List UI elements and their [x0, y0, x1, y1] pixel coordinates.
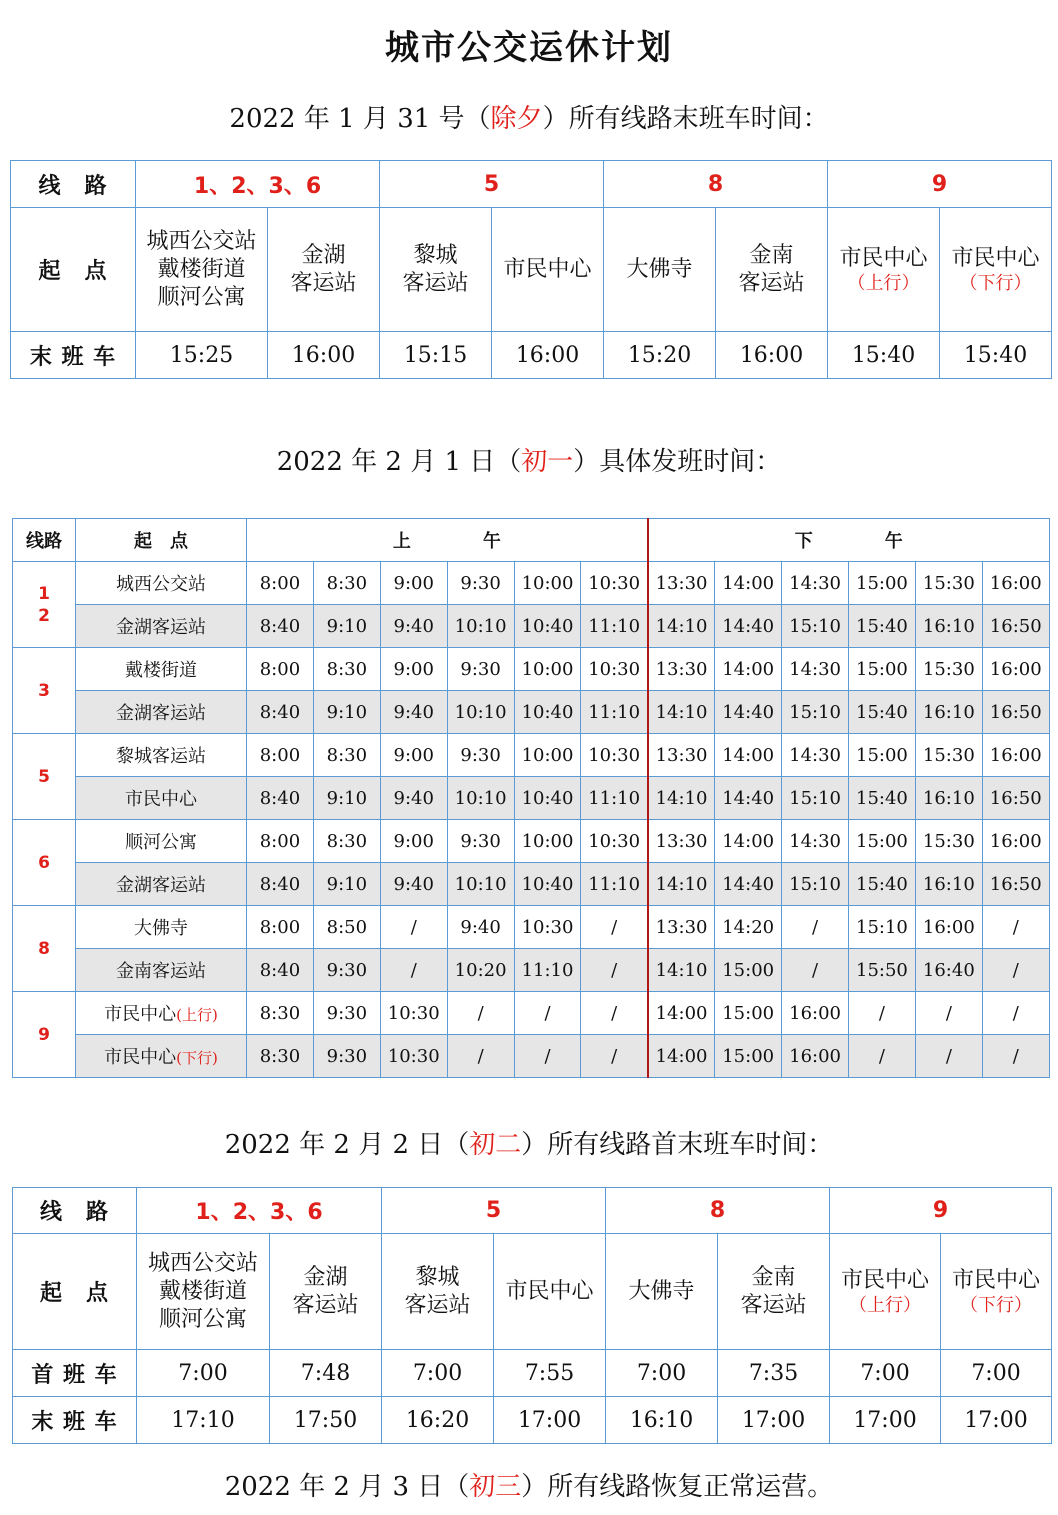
departure-time: 16:10: [915, 691, 982, 734]
departure-time: /: [447, 992, 514, 1035]
departure-time: /: [581, 949, 648, 992]
stop-name: 市民中心(下行): [76, 1035, 247, 1078]
time-cell: 16:00: [268, 332, 380, 379]
departure-time: 8:00: [247, 562, 314, 605]
departure-time: 15:40: [849, 605, 916, 648]
departure-time: /: [982, 992, 1049, 1035]
time-cell: 17:00: [718, 1397, 830, 1444]
departure-time: 14:30: [782, 562, 849, 605]
last-bus-row: [11, 332, 1052, 379]
departure-time: 9:30: [313, 992, 380, 1035]
departure-time: 15:40: [849, 691, 916, 734]
section-heading-day1: 2022 年 2 月 1 日（初一）具体发班时间：: [276, 447, 782, 477]
route-number: 8: [13, 906, 76, 992]
departure-time: 16:50: [982, 863, 1049, 906]
stop-name: 金南客运站: [76, 949, 247, 992]
departure-time: 9:00: [380, 648, 447, 691]
stop-name: 金湖 客运站: [270, 1234, 382, 1350]
departure-time: 8:40: [247, 691, 314, 734]
departure-time: 9:30: [313, 949, 380, 992]
departure-time: 9:40: [380, 777, 447, 820]
departure-time: 15:10: [782, 605, 849, 648]
departure-time: 14:00: [715, 734, 782, 777]
direction-tag: (下行): [176, 1049, 218, 1067]
departure-time: 9:10: [313, 691, 380, 734]
departure-time: 11:10: [581, 863, 648, 906]
schedule-row: [13, 734, 1050, 777]
departure-time: 14:40: [715, 777, 782, 820]
time-cell: 15:40: [940, 332, 1052, 379]
time-cell: 7:00: [382, 1350, 494, 1397]
departure-time: 8:00: [247, 734, 314, 777]
departure-time: 15:00: [849, 648, 916, 691]
schedule-row: [13, 992, 1050, 1035]
departure-time: 13:30: [648, 906, 715, 949]
direction-tag: （上行）: [847, 272, 920, 294]
time-cell: 7:00: [941, 1350, 1052, 1397]
departure-time: 16:00: [915, 906, 982, 949]
stop-name: 大佛寺: [76, 906, 247, 949]
departure-time: /: [915, 992, 982, 1035]
line-group: 8: [604, 161, 828, 208]
stop-name: 城西公交站 戴楼街道 顺河公寓: [136, 208, 268, 332]
departure-time: 8:40: [247, 863, 314, 906]
schedule-row: [13, 777, 1050, 820]
departure-time: 8:30: [313, 648, 380, 691]
departure-time: 8:30: [247, 992, 314, 1035]
stop-name: 黎城 客运站: [382, 1234, 494, 1350]
departure-time: /: [380, 906, 447, 949]
departure-time: 9:10: [313, 605, 380, 648]
departure-time: 9:30: [313, 1035, 380, 1078]
departure-time: 15:30: [915, 820, 982, 863]
departure-time: 14:40: [715, 863, 782, 906]
departure-time: 14:00: [715, 648, 782, 691]
page-title: 城市公交运休计划: [385, 28, 673, 68]
header-morning: 上 午: [247, 519, 648, 562]
departure-time: 15:00: [849, 734, 916, 777]
departure-time: 8:00: [247, 906, 314, 949]
departure-time: 16:00: [982, 820, 1049, 863]
stop-name: 市民中心: [492, 208, 604, 332]
departure-time: 15:00: [715, 1035, 782, 1078]
header-line: 线 路: [11, 161, 136, 208]
departure-time: 8:00: [247, 820, 314, 863]
departure-time: 14:00: [715, 820, 782, 863]
stop-name: 市民中心 （上行）: [830, 1234, 941, 1350]
time-cell: 7:00: [606, 1350, 718, 1397]
last-bus-row: [13, 1397, 1052, 1444]
schedule-row: [13, 562, 1050, 605]
departure-time: 16:50: [982, 691, 1049, 734]
departure-time: 14:10: [648, 605, 715, 648]
stop-name: 市民中心: [76, 777, 247, 820]
departure-time: 16:00: [982, 648, 1049, 691]
departure-time: 15:50: [849, 949, 916, 992]
time-cell: 7:48: [270, 1350, 382, 1397]
stops-row: [11, 208, 1052, 332]
departure-schedule-day1: [12, 518, 1050, 1078]
schedule-row: [13, 949, 1050, 992]
departure-time: 8:30: [313, 820, 380, 863]
time-cell: 17:00: [830, 1397, 941, 1444]
departure-time: 8:50: [313, 906, 380, 949]
departure-time: 10:10: [447, 863, 514, 906]
departure-time: 16:10: [915, 605, 982, 648]
stop-name: 市民中心 （下行）: [940, 208, 1052, 332]
departure-time: 8:40: [247, 949, 314, 992]
departure-time: 14:00: [648, 992, 715, 1035]
header-stop: 起 点: [11, 208, 136, 332]
departure-time: 10:00: [514, 820, 581, 863]
departure-time: 14:40: [715, 605, 782, 648]
departure-time: /: [782, 949, 849, 992]
departure-time: 10:00: [514, 562, 581, 605]
departure-time: 13:30: [648, 734, 715, 777]
last-bus-table-nye: [10, 160, 1052, 379]
departure-time: 11:10: [514, 949, 581, 992]
departure-time: 8:40: [247, 777, 314, 820]
stop-name: 黎城客运站: [76, 734, 247, 777]
schedule-row: [13, 691, 1050, 734]
departure-time: 10:30: [514, 906, 581, 949]
header-line: 线 路: [13, 1188, 137, 1234]
time-cell: 7:00: [830, 1350, 941, 1397]
stop-name: 戴楼街道: [76, 648, 247, 691]
departure-time: 14:10: [648, 777, 715, 820]
departure-time: 9:30: [447, 820, 514, 863]
line-group: 8: [606, 1188, 830, 1234]
time-cell: 15:20: [604, 332, 716, 379]
stop-name: 市民中心: [494, 1234, 606, 1350]
schedule-row: [13, 863, 1050, 906]
departure-time: /: [514, 1035, 581, 1078]
direction-tag: （下行）: [959, 272, 1032, 294]
departure-time: 16:00: [982, 734, 1049, 777]
departure-time: /: [380, 949, 447, 992]
header-stop: 起 点: [13, 1234, 137, 1350]
departure-time: 9:00: [380, 562, 447, 605]
departure-time: 16:10: [915, 863, 982, 906]
first-bus-row: [13, 1350, 1052, 1397]
departure-time: 11:10: [581, 777, 648, 820]
departure-time: 14:30: [782, 820, 849, 863]
departure-time: 10:30: [581, 820, 648, 863]
departure-time: 10:40: [514, 605, 581, 648]
departure-time: 16:00: [782, 1035, 849, 1078]
schedule-row: [13, 648, 1050, 691]
departure-time: 10:40: [514, 691, 581, 734]
departure-time: /: [849, 992, 916, 1035]
line-group: 9: [828, 161, 1052, 208]
line-group: 1、2、3、6: [137, 1188, 382, 1234]
stop-name: 金湖客运站: [76, 691, 247, 734]
route-number: 5: [13, 734, 76, 820]
departure-time: 10:00: [514, 648, 581, 691]
departure-time: 14:10: [648, 949, 715, 992]
route-number: 3: [13, 648, 76, 734]
departure-time: 15:00: [849, 820, 916, 863]
departure-time: 10:30: [380, 1035, 447, 1078]
departure-time: 15:00: [849, 562, 916, 605]
departure-time: 14:20: [715, 906, 782, 949]
stop-name: 金湖客运站: [76, 605, 247, 648]
departure-time: 9:40: [447, 906, 514, 949]
departure-time: 10:10: [447, 777, 514, 820]
direction-tag: (上行): [176, 1006, 218, 1024]
time-cell: 16:20: [382, 1397, 494, 1444]
departure-time: 14:30: [782, 734, 849, 777]
departure-time: /: [514, 992, 581, 1035]
time-cell: 7:00: [137, 1350, 270, 1397]
line-group: 5: [380, 161, 604, 208]
departure-time: 9:00: [380, 820, 447, 863]
departure-time: 11:10: [581, 605, 648, 648]
departure-time: 8:30: [313, 734, 380, 777]
time-cell: 7:35: [718, 1350, 830, 1397]
departure-time: 15:30: [915, 648, 982, 691]
time-cell: 15:25: [136, 332, 268, 379]
header-first-bus: 首 班 车: [13, 1350, 137, 1397]
departure-time: 15:10: [782, 777, 849, 820]
time-cell: 7:55: [494, 1350, 606, 1397]
stop-name: 黎城 客运站: [380, 208, 492, 332]
departure-time: 14:40: [715, 691, 782, 734]
time-cell: 17:10: [137, 1397, 270, 1444]
departure-time: 8:00: [247, 648, 314, 691]
departure-time: 16:00: [982, 562, 1049, 605]
departure-time: 15:10: [849, 906, 916, 949]
departure-time: 15:30: [915, 562, 982, 605]
departure-time: 10:30: [380, 992, 447, 1035]
time-cell: 16:10: [606, 1397, 718, 1444]
departure-time: /: [982, 906, 1049, 949]
departure-time: 15:10: [782, 863, 849, 906]
departure-time: 10:20: [447, 949, 514, 992]
departure-time: 10:40: [514, 777, 581, 820]
header-last-bus: 末 班 车: [13, 1397, 137, 1444]
time-cell: 16:00: [716, 332, 828, 379]
direction-tag: （下行）: [960, 1294, 1033, 1316]
departure-time: /: [849, 1035, 916, 1078]
departure-time: 9:40: [380, 863, 447, 906]
departure-time: /: [915, 1035, 982, 1078]
stop-name: 城西公交站 戴楼街道 顺河公寓: [137, 1234, 270, 1350]
time-cell: 15:15: [380, 332, 492, 379]
departure-time: /: [581, 906, 648, 949]
line-group: 5: [382, 1188, 606, 1234]
header-last-bus: 末 班 车: [11, 332, 136, 379]
stop-name: 顺河公寓: [76, 820, 247, 863]
stop-name: 城西公交站: [76, 562, 247, 605]
departure-time: 15:10: [782, 691, 849, 734]
route-number: 9: [13, 992, 76, 1078]
departure-time: 9:40: [380, 605, 447, 648]
departure-time: 16:10: [915, 777, 982, 820]
departure-time: 9:40: [380, 691, 447, 734]
section-heading-nye: 2022 年 1 月 31 号（除夕）所有线路末班车时间：: [229, 104, 829, 134]
line-group: 9: [830, 1188, 1052, 1234]
time-cell: 16:00: [492, 332, 604, 379]
departure-time: 9:30: [447, 734, 514, 777]
departure-time: 14:00: [715, 562, 782, 605]
departure-time: 10:30: [581, 734, 648, 777]
time-cell: 17:00: [494, 1397, 606, 1444]
stop-name: 金湖 客运站: [268, 208, 380, 332]
departure-time: 11:10: [581, 691, 648, 734]
stop-name: 金湖客运站: [76, 863, 247, 906]
section-heading-day2: 2022 年 2 月 2 日（初二）所有线路首末班车时间：: [224, 1130, 834, 1160]
stop-name: 大佛寺: [604, 208, 716, 332]
first-last-bus-table-day2: [12, 1187, 1052, 1444]
departure-time: 14:10: [648, 691, 715, 734]
departure-time: 15:30: [915, 734, 982, 777]
header-line: 线路: [13, 519, 76, 562]
time-cell: 15:40: [828, 332, 940, 379]
departure-time: 14:10: [648, 863, 715, 906]
departure-time: /: [581, 992, 648, 1035]
route-number: 1 2: [13, 562, 76, 648]
departure-time: 15:40: [849, 777, 916, 820]
departure-time: 10:30: [581, 562, 648, 605]
departure-time: 13:30: [648, 820, 715, 863]
stop-name: 金南 客运站: [718, 1234, 830, 1350]
stop-name: 市民中心 （下行）: [941, 1234, 1052, 1350]
time-cell: 17:00: [941, 1397, 1052, 1444]
departure-time: 9:10: [313, 863, 380, 906]
stops-row: [13, 1234, 1052, 1350]
line-group: 1、2、3、6: [136, 161, 380, 208]
departure-time: 10:10: [447, 605, 514, 648]
departure-time: 8:40: [247, 605, 314, 648]
schedule-row: [13, 906, 1050, 949]
departure-time: /: [982, 949, 1049, 992]
departure-time: 9:30: [447, 648, 514, 691]
header-stop: 起 点: [76, 519, 247, 562]
departure-time: 10:40: [514, 863, 581, 906]
stop-name: 大佛寺: [606, 1234, 718, 1350]
departure-time: 15:40: [849, 863, 916, 906]
departure-time: 13:30: [648, 562, 715, 605]
schedule-row: [13, 605, 1050, 648]
departure-time: 14:30: [782, 648, 849, 691]
departure-time: 16:00: [782, 992, 849, 1035]
departure-time: 8:30: [313, 562, 380, 605]
departure-time: 13:30: [648, 648, 715, 691]
departure-time: /: [581, 1035, 648, 1078]
stop-name: 市民中心(上行): [76, 992, 247, 1035]
departure-time: 10:30: [581, 648, 648, 691]
schedule-row: [13, 820, 1050, 863]
header-afternoon: 下 午: [648, 519, 1049, 562]
departure-time: 10:10: [447, 691, 514, 734]
direction-tag: （上行）: [849, 1294, 922, 1316]
departure-time: /: [782, 906, 849, 949]
stop-name: 市民中心 （上行）: [828, 208, 940, 332]
departure-time: 9:10: [313, 777, 380, 820]
departure-time: 8:30: [247, 1035, 314, 1078]
departure-time: /: [982, 1035, 1049, 1078]
departure-time: /: [447, 1035, 514, 1078]
departure-time: 16:50: [982, 605, 1049, 648]
departure-time: 16:40: [915, 949, 982, 992]
time-cell: 17:50: [270, 1397, 382, 1444]
departure-time: 9:00: [380, 734, 447, 777]
stop-name: 金南 客运站: [716, 208, 828, 332]
departure-time: 10:00: [514, 734, 581, 777]
section-heading-day3: 2022 年 2 月 3 日（初三）所有线路恢复正常运营。: [224, 1472, 834, 1502]
route-number: 6: [13, 820, 76, 906]
departure-time: 16:50: [982, 777, 1049, 820]
departure-time: 14:00: [648, 1035, 715, 1078]
departure-time: 15:00: [715, 949, 782, 992]
schedule-row: [13, 1035, 1050, 1078]
departure-time: 9:30: [447, 562, 514, 605]
departure-time: 15:00: [715, 992, 782, 1035]
